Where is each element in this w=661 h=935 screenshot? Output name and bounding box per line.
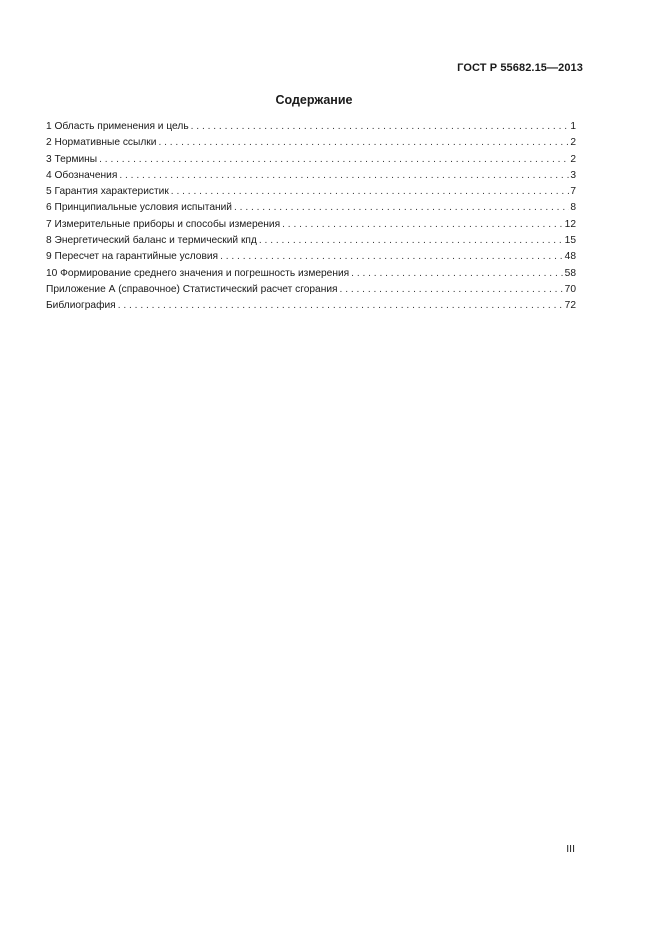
toc-entry-3[interactable] <box>46 152 576 168</box>
toc-entry-bibliography[interactable] <box>46 298 576 314</box>
toc-entry-page: 70 <box>564 283 576 295</box>
toc-entry-page: 48 <box>564 251 576 263</box>
dot-leader <box>220 249 564 265</box>
dot-leader <box>340 282 564 298</box>
toc-entry-page: 2 <box>570 153 576 165</box>
dot-leader <box>158 135 569 151</box>
dot-leader <box>171 184 570 200</box>
toc-entry-1[interactable] <box>46 119 576 135</box>
dot-leader <box>118 298 564 314</box>
toc-entry-page: 1 <box>570 121 576 132</box>
dot-leader <box>282 217 564 233</box>
dot-leader <box>119 168 569 184</box>
toc-entry-8[interactable] <box>46 233 576 249</box>
toc-entry-label: 5 Гарантия характеристик <box>46 186 169 198</box>
dot-leader <box>234 200 569 216</box>
toc-entry-page: 15 <box>564 235 576 247</box>
toc-entry-page: 2 <box>570 137 576 149</box>
toc-entry-7[interactable] <box>46 217 576 233</box>
toc-entry-label: 8 Энергетический баланс и термический кпд <box>46 235 257 247</box>
toc-entry-appendix-a[interactable] <box>46 282 576 298</box>
dot-leader <box>99 152 569 168</box>
toc-entry-5[interactable] <box>46 184 576 200</box>
toc-entry-9[interactable] <box>46 249 576 265</box>
toc-entry-page: 12 <box>564 218 576 230</box>
toc-entry-label: 4 Обозначения <box>46 169 118 181</box>
toc-entry-page: 7 <box>570 186 576 198</box>
toc-entry-page: 8 <box>570 202 576 214</box>
contents-title: Содержание <box>275 93 353 107</box>
toc-entry-label: 6 Принципиальные условия испытаний <box>46 202 232 214</box>
toc-entry-2[interactable] <box>46 135 576 151</box>
page-number: III <box>566 843 575 855</box>
toc-entry-label: 10 Формирование среднего значения и погрешность измерения <box>46 267 350 279</box>
toc-entry-6[interactable] <box>46 200 576 216</box>
toc-entry-label: 7 Измерительные приборы и способы измерения <box>46 218 281 230</box>
toc-entry-page: 58 <box>564 267 576 279</box>
dot-leader <box>191 119 570 135</box>
toc-entry-label: 2 Нормативные ссылки <box>46 137 157 149</box>
toc-entry-page: 3 <box>570 169 576 181</box>
toc-entry-label: Приложение А (справочное) Статистический расчет сгорания <box>46 283 338 295</box>
toc-entry-label: Библиография <box>46 300 116 312</box>
toc-entry-page: 72 <box>564 300 576 312</box>
toc-entry-label: 9 Пересчет на гарантийные условия <box>46 251 219 263</box>
document-code: ГОСТ Р 55682.15—2013 <box>457 62 583 74</box>
toc-entry-label: 3 Термины <box>46 153 98 165</box>
dot-leader <box>259 233 564 249</box>
toc-entry-label: 1 Область применения и цель <box>46 121 189 132</box>
table-of-contents <box>46 119 576 315</box>
toc-entry-10[interactable] <box>46 266 576 282</box>
toc-entry-4[interactable] <box>46 168 576 184</box>
dot-leader <box>351 266 564 282</box>
